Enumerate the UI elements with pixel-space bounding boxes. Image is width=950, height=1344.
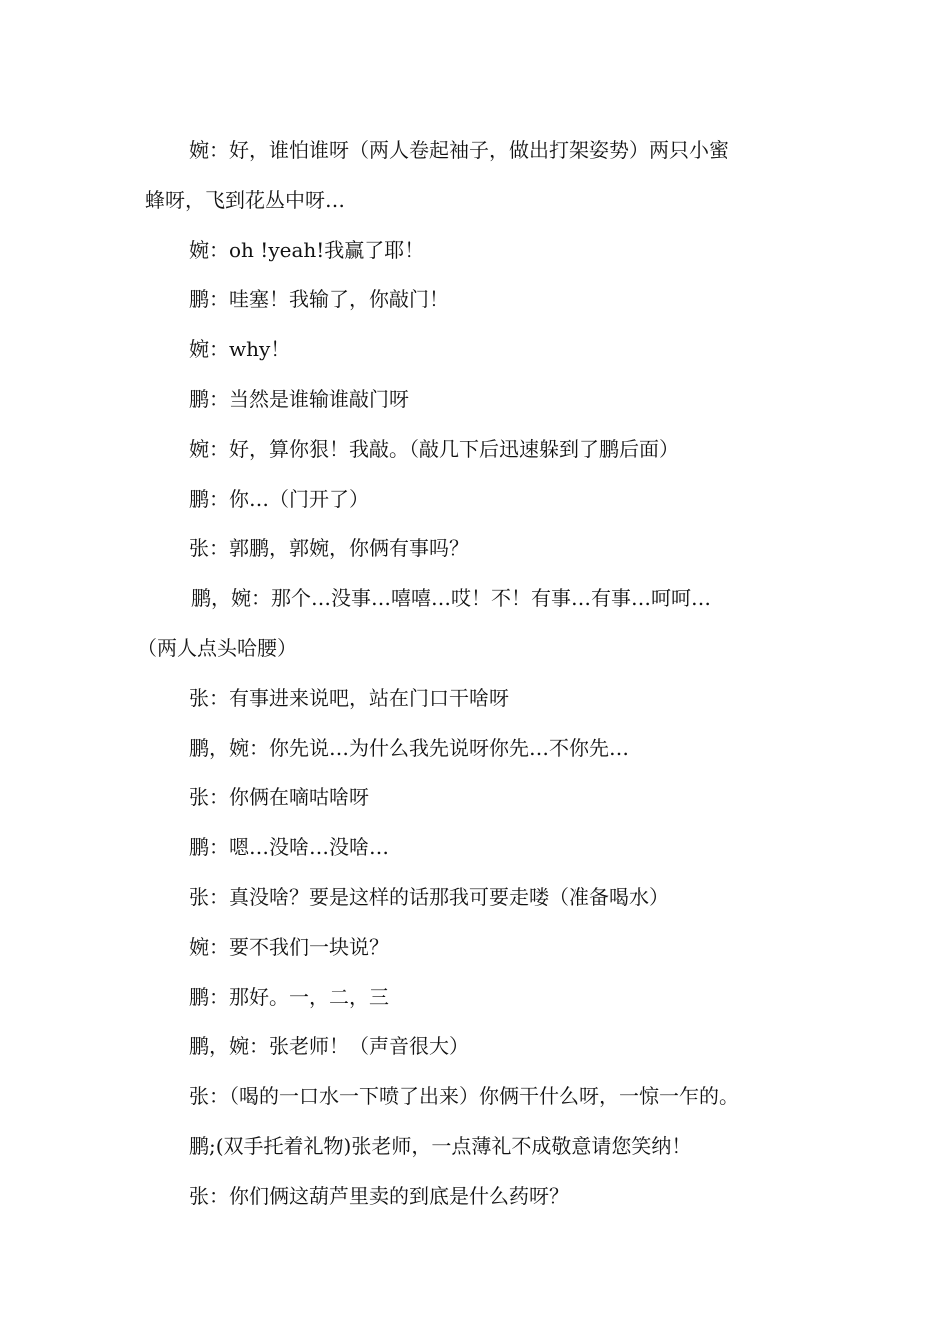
dialogue-line: 婉：why！ [189, 337, 291, 362]
dialogue-line: 鹏;(双手托着礼物)张老师，一点薄礼不成敬意请您笑纳！ [189, 1133, 692, 1158]
dialogue-line: 鹏：那好。一，二，三 [189, 984, 389, 1009]
dialogue-line: 婉：oh !yeah!我赢了耶！ [189, 237, 425, 262]
dialogue-continuation: 蜂呀，飞到花丛中呀… [145, 187, 345, 212]
dialogue-line: 张：你们俩这葫芦里卖的到底是什么药呀？ [189, 1183, 569, 1208]
dialogue-line: 鹏，婉：张老师！（声音很大） [189, 1034, 469, 1059]
dialogue-continuation: （两人点头哈腰） [137, 635, 297, 660]
dialogue-line: 鹏：嗯…没啥…没啥… [189, 835, 389, 860]
dialogue-line: 张：有事进来说吧，站在门口干啥呀 [189, 685, 509, 710]
dialogue-line: 张：郭鹏，郭婉，你俩有事吗？ [189, 536, 469, 561]
dialogue-line: 鹏：哇塞！我输了，你敲门！ [189, 287, 449, 312]
dialogue-line: 鹏，婉：你先说…为什么我先说呀你先…不你先… [189, 735, 629, 760]
dialogue-line: 鹏：你…（门开了） [189, 486, 369, 511]
dialogue-line: 婉：好，算你狠！我敲。（敲几下后迅速躲到了鹏后面） [189, 436, 679, 461]
dialogue-line: 张：真没啥？要是这样的话那我可要走喽（准备喝水） [189, 884, 669, 909]
dialogue-line: 张：（喝的一口水一下喷了出来）你俩干什么呀，一惊一乍的。 [189, 1084, 739, 1109]
dialogue-line: 鹏：当然是谁输谁敲门呀 [189, 386, 409, 411]
dialogue-line: 婉：要不我们一块说？ [189, 934, 389, 959]
dialogue-line: 张：你俩在嘀咕啥呀 [189, 785, 369, 810]
document-body [137, 126, 810, 1222]
dialogue-line: 婉：好，谁怕谁呀（两人卷起袖子，做出打架姿势）两只小蜜 [189, 138, 729, 162]
dialogue-line: 鹏，婉：那个…没事…嘻嘻…哎！不！有事…有事…呵呵… [191, 586, 711, 611]
